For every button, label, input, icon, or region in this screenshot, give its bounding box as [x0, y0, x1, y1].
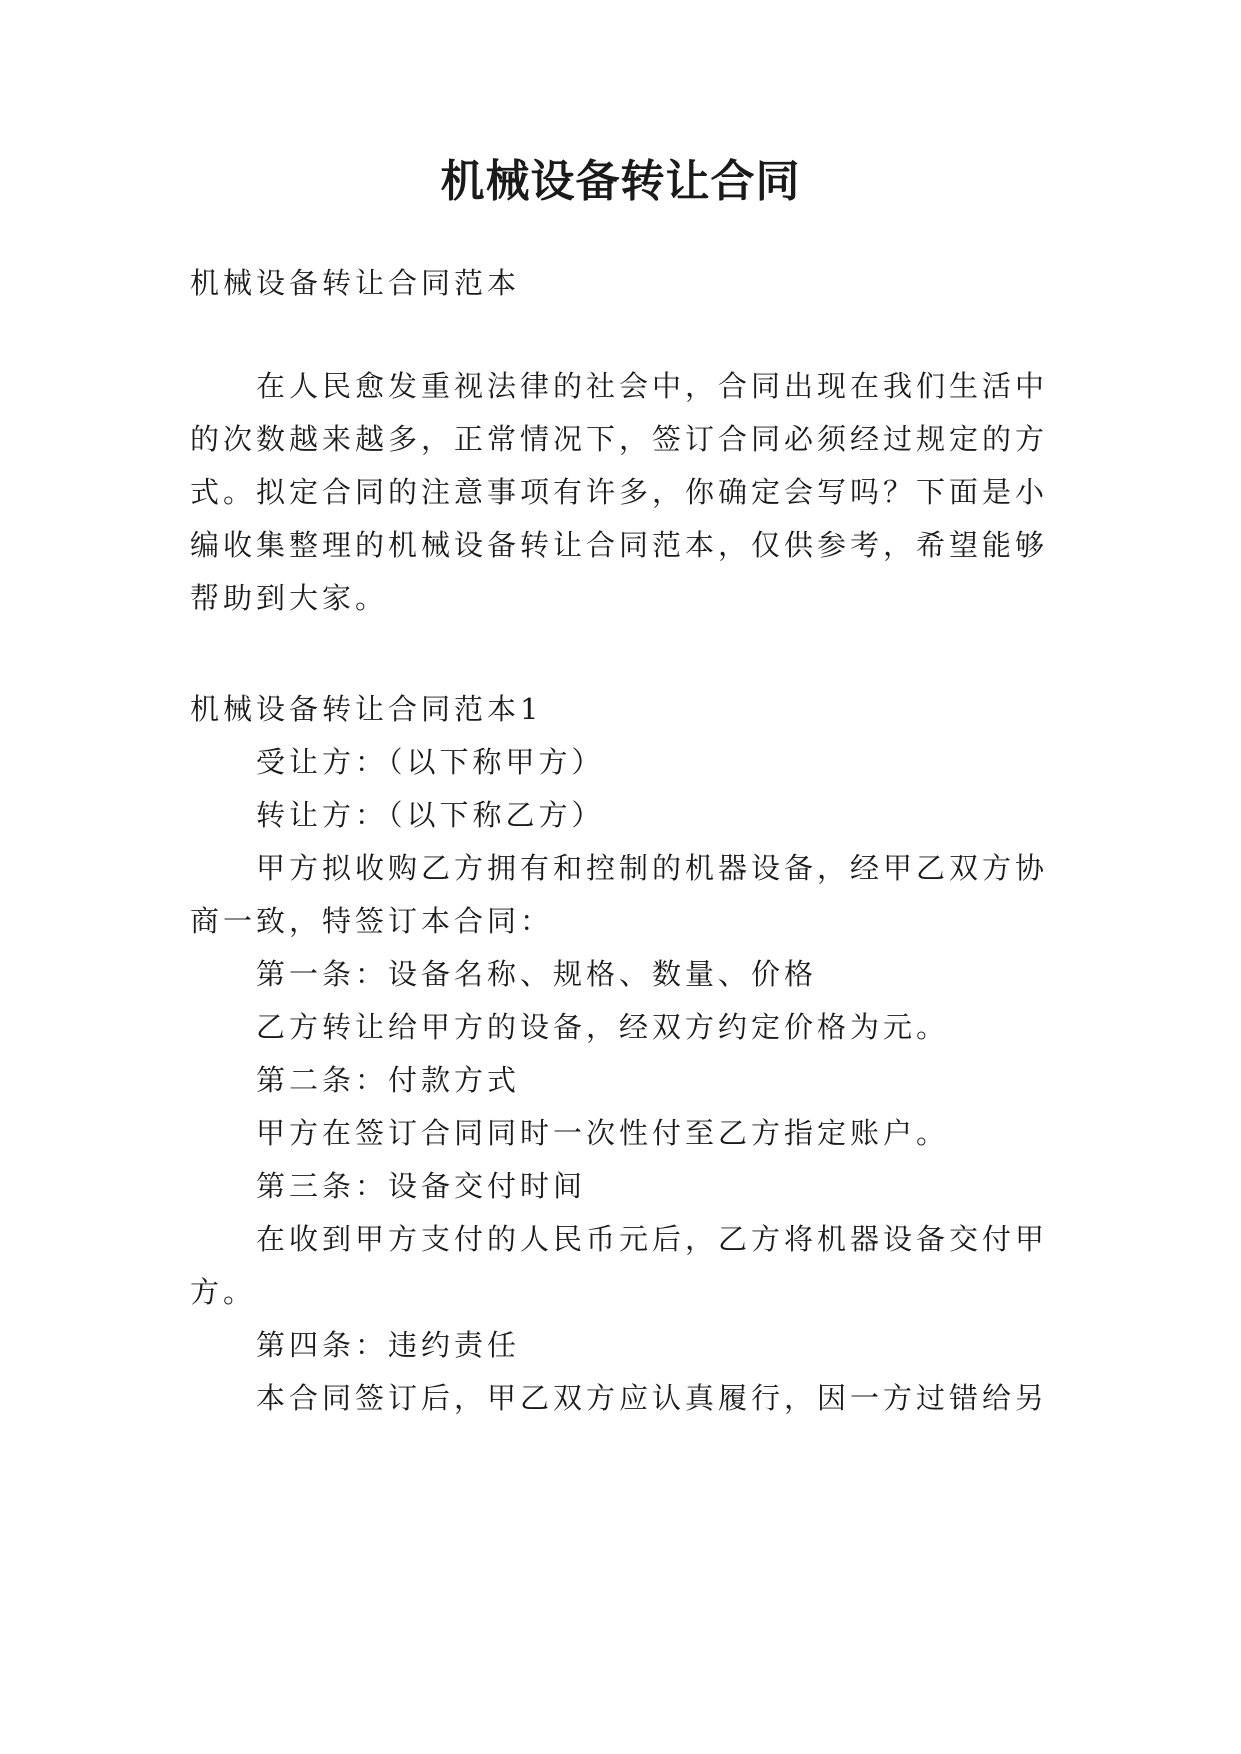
body-line-11: 方。	[190, 1275, 257, 1309]
body-line-8: 甲方在签订合同同时一次性付至乙方指定账户。	[256, 1116, 950, 1150]
body-line-1: 受让方：（以下称甲方）	[256, 745, 605, 779]
body-line-2: 转让方：（以下称乙方）	[256, 798, 605, 832]
intro-line-3: 式。拟定合同的注意事项有许多，你确定会写吗？下面是小	[190, 475, 1049, 509]
document-subtitle: 机械设备转让合同范本	[190, 266, 521, 300]
intro-line-1: 在人民愈发重视法律的社会中，合同出现在我们生活中	[256, 369, 1049, 403]
body-line-7: 第二条：付款方式	[256, 1063, 521, 1097]
intro-line-4: 编收集整理的机械设备转让合同范本，仅供参考，希望能够	[190, 528, 1049, 562]
body-line-9: 第三条：设备交付时间	[256, 1169, 587, 1203]
body-line-12: 第四条：违约责任	[256, 1328, 521, 1362]
body-line-10: 在收到甲方支付的人民币元后，乙方将机器设备交付甲	[256, 1222, 1049, 1256]
section-heading: 机械设备转让合同范本1	[190, 692, 543, 726]
body-line-3: 甲方拟收购乙方拥有和控制的机器设备，经甲乙双方协	[256, 851, 1049, 885]
intro-line-2: 的次数越来越多，正常情况下，签订合同必须经过规定的方	[190, 422, 1049, 456]
intro-line-5: 帮助到大家。	[190, 581, 389, 615]
document-title: 机械设备转让合同	[440, 156, 801, 207]
body-line-5: 第一条：设备名称、规格、数量、价格	[256, 957, 818, 991]
body-line-4: 商一致，特签订本合同：	[190, 904, 554, 938]
body-line-13: 本合同签订后，甲乙双方应认真履行，因一方过错给另	[256, 1381, 1049, 1415]
body-line-6: 乙方转让给甲方的设备，经双方约定价格为元。	[256, 1010, 950, 1044]
